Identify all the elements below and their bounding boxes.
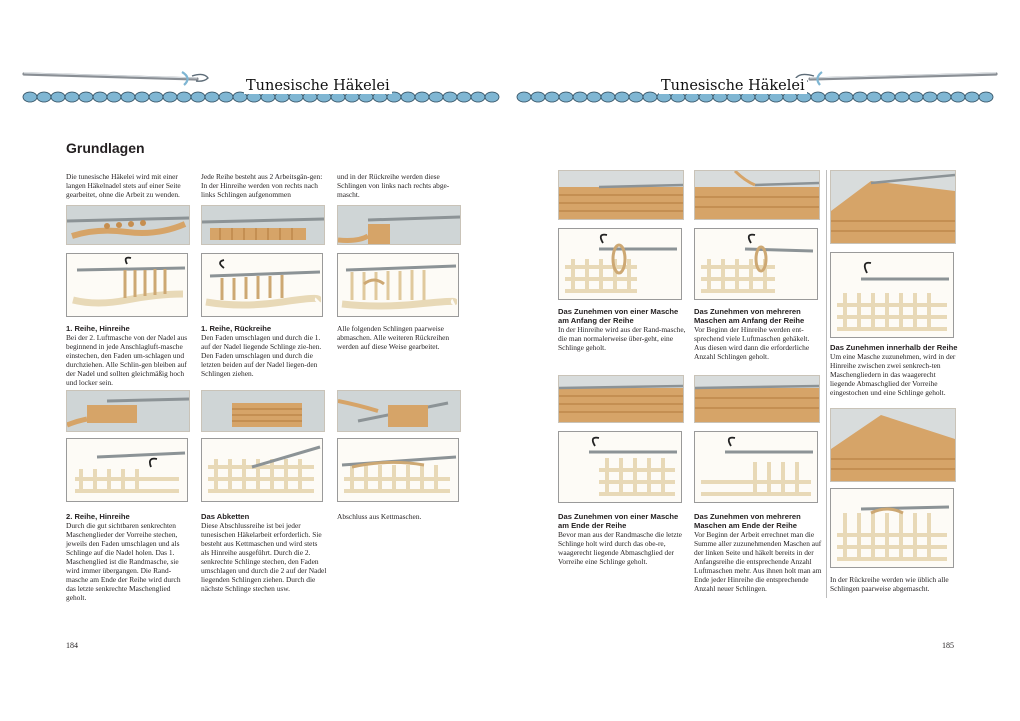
chapter-title-left: Tunesische Häkelei — [246, 78, 390, 94]
intro-col-1: Die tunesische Häkelei wird mit einer langen Häkelnadel stets auf einer Seite gearbeitet, ohne die Arbeit zu wenden. — [66, 172, 181, 199]
photo-alle-folgenden-schlingen — [337, 205, 461, 245]
caption-text: Bevor man aus der Randmasche die letzte Schlinge holt wird durch das obe-re, waagerecht liegende Abmaschglied der Vorreihe eine Schlinge geholt. — [558, 530, 682, 566]
photo-zunehmen-anfang-mehrere — [694, 170, 820, 220]
caption-text: Vor Beginn der Arbeit errechnet man die Summe aller zuzunehmenden Maschen auf der linken Seite und häkelt bereits in der Anfangsreihe die entsprechende Anzahl Luftmaschen mehr. Aus ihnen holt man am Ende jeder Hinreihe die entsprechende Anzahl neuer Schlingen. — [694, 530, 822, 593]
photo-2-reihe-hinreihe — [66, 390, 190, 432]
diagram-zunehmen-anfang-mehrere — [694, 228, 818, 300]
photo-1-reihe-hinreihe — [66, 205, 190, 245]
caption-zunehmen-ende-mehrere — [694, 512, 822, 593]
photo-zunehmen-innerhalb-1 — [830, 170, 956, 244]
photo-1-reihe-rueckreihe — [201, 205, 325, 245]
page-number-right: 185 — [942, 641, 954, 650]
caption-text: Diese Abschlussreihe ist bei jeder tunesischen Häkelarbeit erforderlich. Sie besteht aus Kettmaschen und wird stets als Hinreihe ausgeführt. Durch die 2. senkrechte Schlinge stechen, den Faden umschlagen und durch die 2 auf der Nadel liegenden Schlingen ziehen. Durch die nächste Schlinge stechen usw. — [201, 521, 327, 593]
diagram-2-reihe-hinreihe — [66, 438, 188, 502]
caption-text: Alle folgenden Schlingen paarweise abmaschen. Alle weiteren Rückreihen werden auf diese Weise gearbeitet. — [337, 324, 450, 351]
intro-col-3: und in der Rückreihe werden diese Schlingen von links nach rechts abge-mascht. — [337, 172, 450, 199]
caption-title: Das Zunehmen von einer Masche am Anfang der Reihe — [558, 307, 679, 325]
caption-title: 1. Reihe, Hinreihe — [66, 324, 130, 333]
section-title: Grundlagen — [66, 140, 145, 156]
caption-abschluss — [337, 512, 461, 521]
caption-1-reihe-hinreihe — [66, 324, 190, 387]
caption-text: Durch die gut sichtbaren senkrechten Maschenglieder der Vorreihe stechen, jeweils den Faden umschlagen und als Schlinge auf die Nadel holen. Das 1. Maschenglied ist die Randmasche, sie wird immer übergangen. Die Rand-masche am Ende der Reihe wird durch das letzte senkrechte Maschenglied geholt. — [66, 521, 181, 602]
chapter-title-right: Tunesische Häkelei — [661, 78, 805, 94]
caption-1-reihe-rueckreihe — [201, 324, 327, 378]
diagram-abschluss — [337, 438, 459, 502]
crochet-needle-left-icon — [22, 68, 212, 88]
caption-zunehmen-ende-eine — [558, 512, 686, 566]
caption-title: Das Abketten — [201, 512, 250, 521]
caption-title: Das Zunehmen innerhalb der Reihe — [830, 343, 958, 352]
diagram-zunehmen-ende-mehrere — [694, 431, 818, 503]
photo-abschluss — [337, 390, 461, 432]
diagram-alle-folgenden-schlingen — [337, 253, 459, 317]
caption-text: Bei der 2. Luftmasche von der Nadel aus beginnend in jede Anschlagluft-masche einstechen, den Faden um-schlagen und durchziehen. Alle Schlin-gen bleiben auf der Nadel und sollten gleichmäßig hoch und locker sein. — [66, 333, 188, 387]
crochet-needle-right-icon — [792, 68, 998, 88]
caption-text: Um eine Masche zuzunehmen, wird in der Hinreihe zwischen zwei senkrech-ten Maschengliedern in das waagerecht liegende Abmaschglied der Vorreihe eingestochen und eine Schlinge geholt. — [830, 352, 956, 397]
caption-alle-folgenden — [337, 324, 461, 351]
diagram-1-reihe-rueckreihe — [201, 253, 323, 317]
caption-title: 1. Reihe, Rückreihe — [201, 324, 272, 333]
photo-zunehmen-innerhalb-2 — [830, 408, 956, 482]
caption-das-abketten — [201, 512, 327, 593]
caption-text: Abschluss aus Kettmaschen. — [337, 512, 422, 521]
diagram-rueckreihe-abgemascht — [830, 488, 954, 568]
photo-zunehmen-anfang-eine — [558, 170, 684, 220]
diagram-zunehmen-ende-eine — [558, 431, 682, 503]
photo-zunehmen-ende-eine — [558, 375, 684, 423]
intro-col-2: Jede Reihe besteht aus 2 Arbeitsgän-gen: In der Hinreihe werden von rechts nach links Schlingen aufgenommen — [201, 172, 323, 199]
caption-text: In der Hinreihe wird aus der Rand-masche, die man normalerweise über-geht, eine Schlinge geholt. — [558, 325, 686, 352]
column-divider — [826, 170, 827, 598]
diagram-zunehmen-anfang-eine — [558, 228, 682, 300]
caption-zunehmen-anfang-mehrere — [694, 307, 822, 361]
caption-title: Das Zunehmen von einer Masche am Ende der Reihe — [558, 512, 679, 530]
photo-das-abketten — [201, 390, 325, 432]
diagram-das-abketten — [201, 438, 323, 502]
caption-title: 2. Reihe, Hinreihe — [66, 512, 130, 521]
caption-zunehmen-innerhalb — [830, 343, 958, 397]
photo-zunehmen-ende-mehrere — [694, 375, 820, 423]
page-number-left: 184 — [66, 641, 78, 650]
caption-rueckreihe-abgemascht — [830, 575, 958, 593]
caption-text: Den Faden umschlagen und durch die 1. auf der Nadel liegende Schlinge zie-hen. Den Faden umschlagen und durch die letzten beiden auf der Nadel liegen-den Schlingen ziehen. — [201, 333, 322, 378]
diagram-zunehmen-innerhalb — [830, 252, 954, 338]
caption-title: Das Zunehmen von mehreren Maschen am Anfang der Reihe — [694, 307, 805, 325]
caption-text: In der Rückreihe werden wie üblich alle Schlingen paarweise abgemascht. — [830, 575, 949, 593]
diagram-1-reihe-hinreihe — [66, 253, 188, 317]
caption-text: Vor Beginn der Hinreihe werden ent-sprechend viele Luftmaschen gehäkelt. Aus diesen wird dann die erforderliche Anzahl Schlingen geholt. — [694, 325, 810, 361]
caption-zunehmen-anfang-eine — [558, 307, 686, 352]
caption-2-reihe-hinreihe — [66, 512, 192, 602]
caption-title: Das Zunehmen von mehreren Maschen am Ende der Reihe — [694, 512, 801, 530]
